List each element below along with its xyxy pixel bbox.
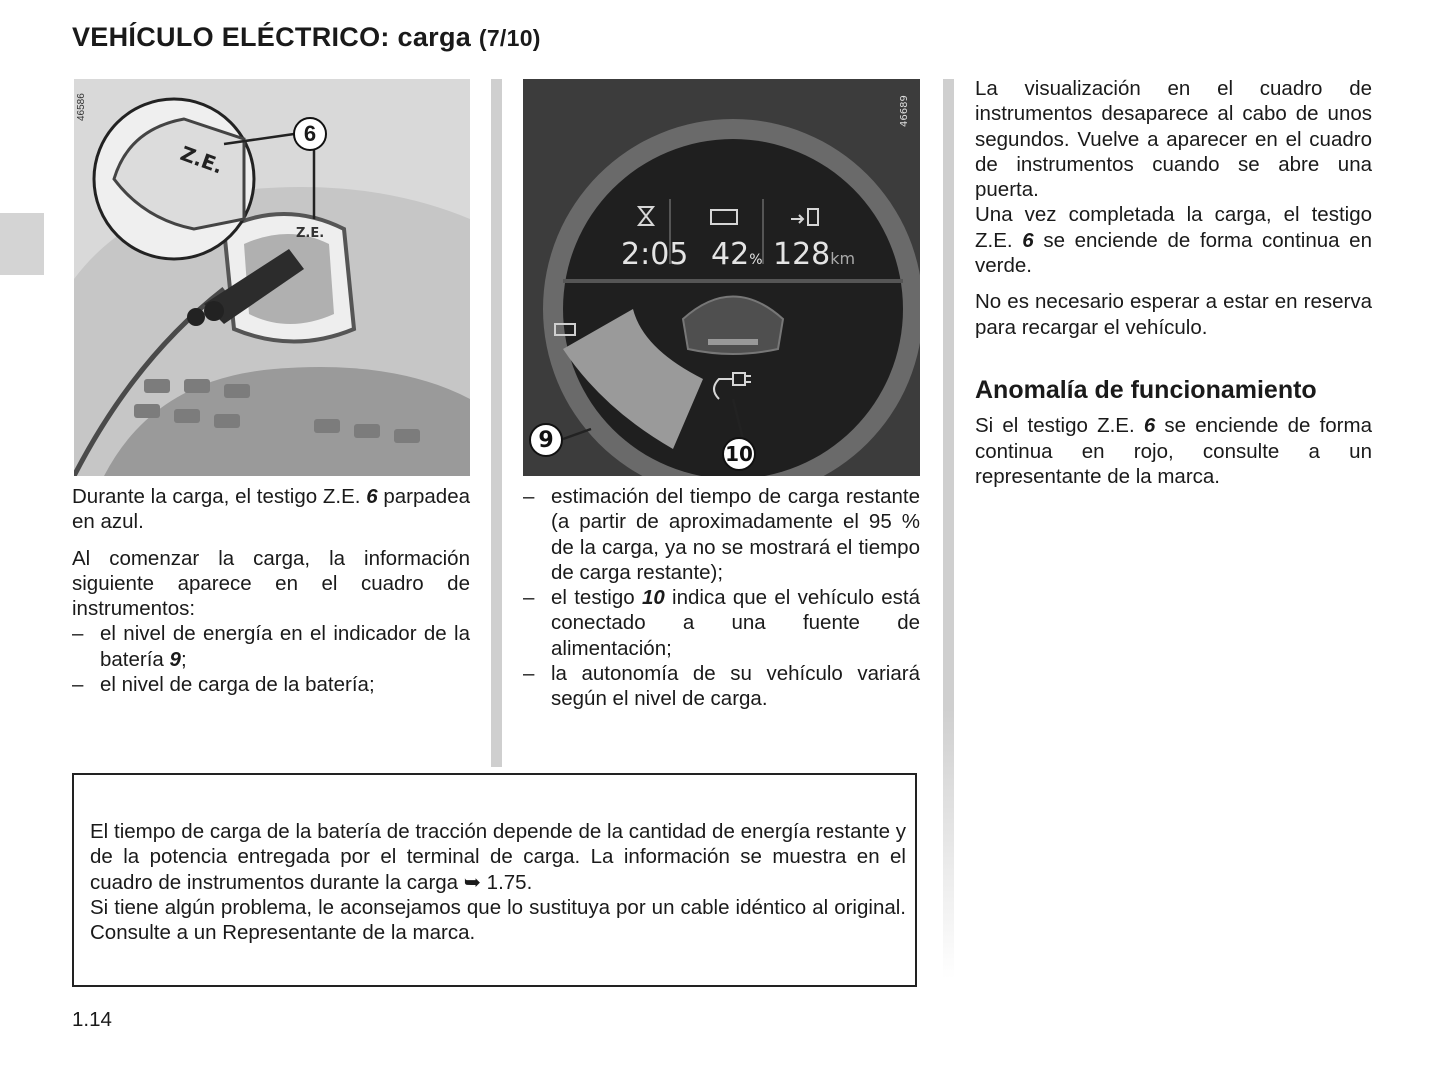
instrument-cluster-figure bbox=[523, 79, 920, 476]
range-unit: km bbox=[830, 249, 856, 268]
instrument-cluster-illustration bbox=[523, 79, 920, 476]
paragraph-display: La visualización en el cuadro de instrumentos desaparece al cabo de unos segundos. Vuelve a aparecer en el cuadro de instrumentos cuando se abre una puerta. bbox=[975, 77, 1372, 202]
svg-text:Z.E.: Z.E. bbox=[177, 141, 227, 179]
time-readout: 2:05 bbox=[621, 237, 689, 272]
page-title bbox=[72, 22, 541, 53]
column-1-text bbox=[72, 484, 470, 697]
paragraph-anomaly bbox=[975, 413, 1372, 489]
p1-text-a: Durante la carga, el testigo Z.E. bbox=[72, 485, 367, 508]
p2-text-a: Una vez completada la carga, el testigo Z.E. bbox=[975, 203, 1372, 252]
column-2-text bbox=[523, 484, 920, 712]
info-list-2 bbox=[523, 484, 920, 712]
paragraph-reserve: No es necesario esperar a estar en reserva para recargar el vehículo. bbox=[975, 290, 1372, 339]
note-paragraph-1 bbox=[90, 819, 906, 895]
battery-unit: % bbox=[749, 252, 763, 268]
title-main: VEHÍCULO ELÉCTRICO: carga bbox=[72, 22, 472, 52]
ref-10: 10 bbox=[641, 586, 665, 610]
note-paragraph-2: Si tiene algún problema, le aconsejamos que lo sustituya por un cable idéntico al original. Consulte a un Representante de la marca. bbox=[90, 895, 906, 945]
page-number: 1.14 bbox=[72, 1008, 112, 1031]
paragraph-complete bbox=[975, 202, 1372, 278]
p1-text-b: parpadea en azul. bbox=[72, 485, 470, 534]
paragraph-start-charging: Al comenzar la carga, la información siguiente aparece en el cuadro de instrumentos: bbox=[72, 546, 470, 621]
column-divider-left bbox=[491, 79, 502, 767]
column-divider-right bbox=[943, 79, 954, 979]
note-box bbox=[72, 773, 917, 987]
p4-text-b: se enciende de forma continua en rojo, consulte a un representante de la marca. bbox=[975, 414, 1372, 488]
arrow-icon: ➥ bbox=[463, 870, 481, 894]
column-3-text bbox=[975, 76, 1372, 489]
section-tab bbox=[0, 213, 44, 275]
item1-text-b: ; bbox=[180, 647, 187, 671]
ref-6b: 6 bbox=[1022, 228, 1034, 252]
list-item: – el nivel de carga de la batería; bbox=[72, 672, 470, 697]
ref-9: 9 bbox=[169, 647, 181, 671]
p4-text-a: Si el testigo Z.E. bbox=[975, 414, 1144, 438]
paragraph-charging-light bbox=[72, 484, 470, 535]
info-list-1 bbox=[72, 621, 470, 697]
item1-text-a: el nivel de energía en el indicador de la batería bbox=[100, 622, 470, 671]
list-item bbox=[523, 585, 920, 661]
range-value: 128 bbox=[773, 237, 831, 272]
charging-port-figure bbox=[74, 79, 470, 476]
p2-text-b: se enciende de forma continua en verde. bbox=[975, 228, 1372, 278]
item2-text-b: indica que el vehículo está conectado a una fuente de alimentación; bbox=[551, 586, 920, 660]
ref-6: 6 bbox=[366, 485, 378, 508]
charging-port-illustration bbox=[74, 79, 470, 476]
callout-9: 9 bbox=[529, 423, 563, 457]
callout-10: 10 bbox=[722, 437, 756, 471]
callout-6: 6 bbox=[293, 117, 327, 151]
figure-id-left: 46586 bbox=[76, 93, 87, 121]
title-part: (7/10) bbox=[478, 25, 541, 51]
ref-6c: 6 bbox=[1143, 414, 1156, 438]
figure-id-mid: 46689 bbox=[899, 95, 910, 127]
list-item bbox=[72, 621, 470, 672]
range-readout bbox=[773, 237, 855, 272]
note-line-1: El tiempo de carga de la batería de tracción depende de la cantidad de energía restante y de la potencia entregada por el terminal de carga. La información se muestra en el cuadro de instrumentos durante la carga bbox=[90, 820, 906, 894]
note-text bbox=[90, 819, 906, 945]
battery-readout bbox=[711, 237, 763, 272]
note-page-ref[interactable]: 1.75. bbox=[480, 870, 533, 894]
list-item: – la autonomía de su vehículo variará según el nivel de carga. bbox=[523, 661, 920, 712]
list-item: – estimación del tiempo de carga restante (a partir de aproximadamente el 95 % de la carga, ya no se mostrará el tiempo de carga restante); bbox=[523, 484, 920, 585]
svg-text:Z.E.: Z.E. bbox=[296, 226, 325, 241]
item2-text-a: el testigo bbox=[551, 586, 642, 610]
battery-value: 42 bbox=[711, 237, 750, 272]
section-heading: Anomalía de funcionamiento bbox=[975, 375, 1317, 404]
